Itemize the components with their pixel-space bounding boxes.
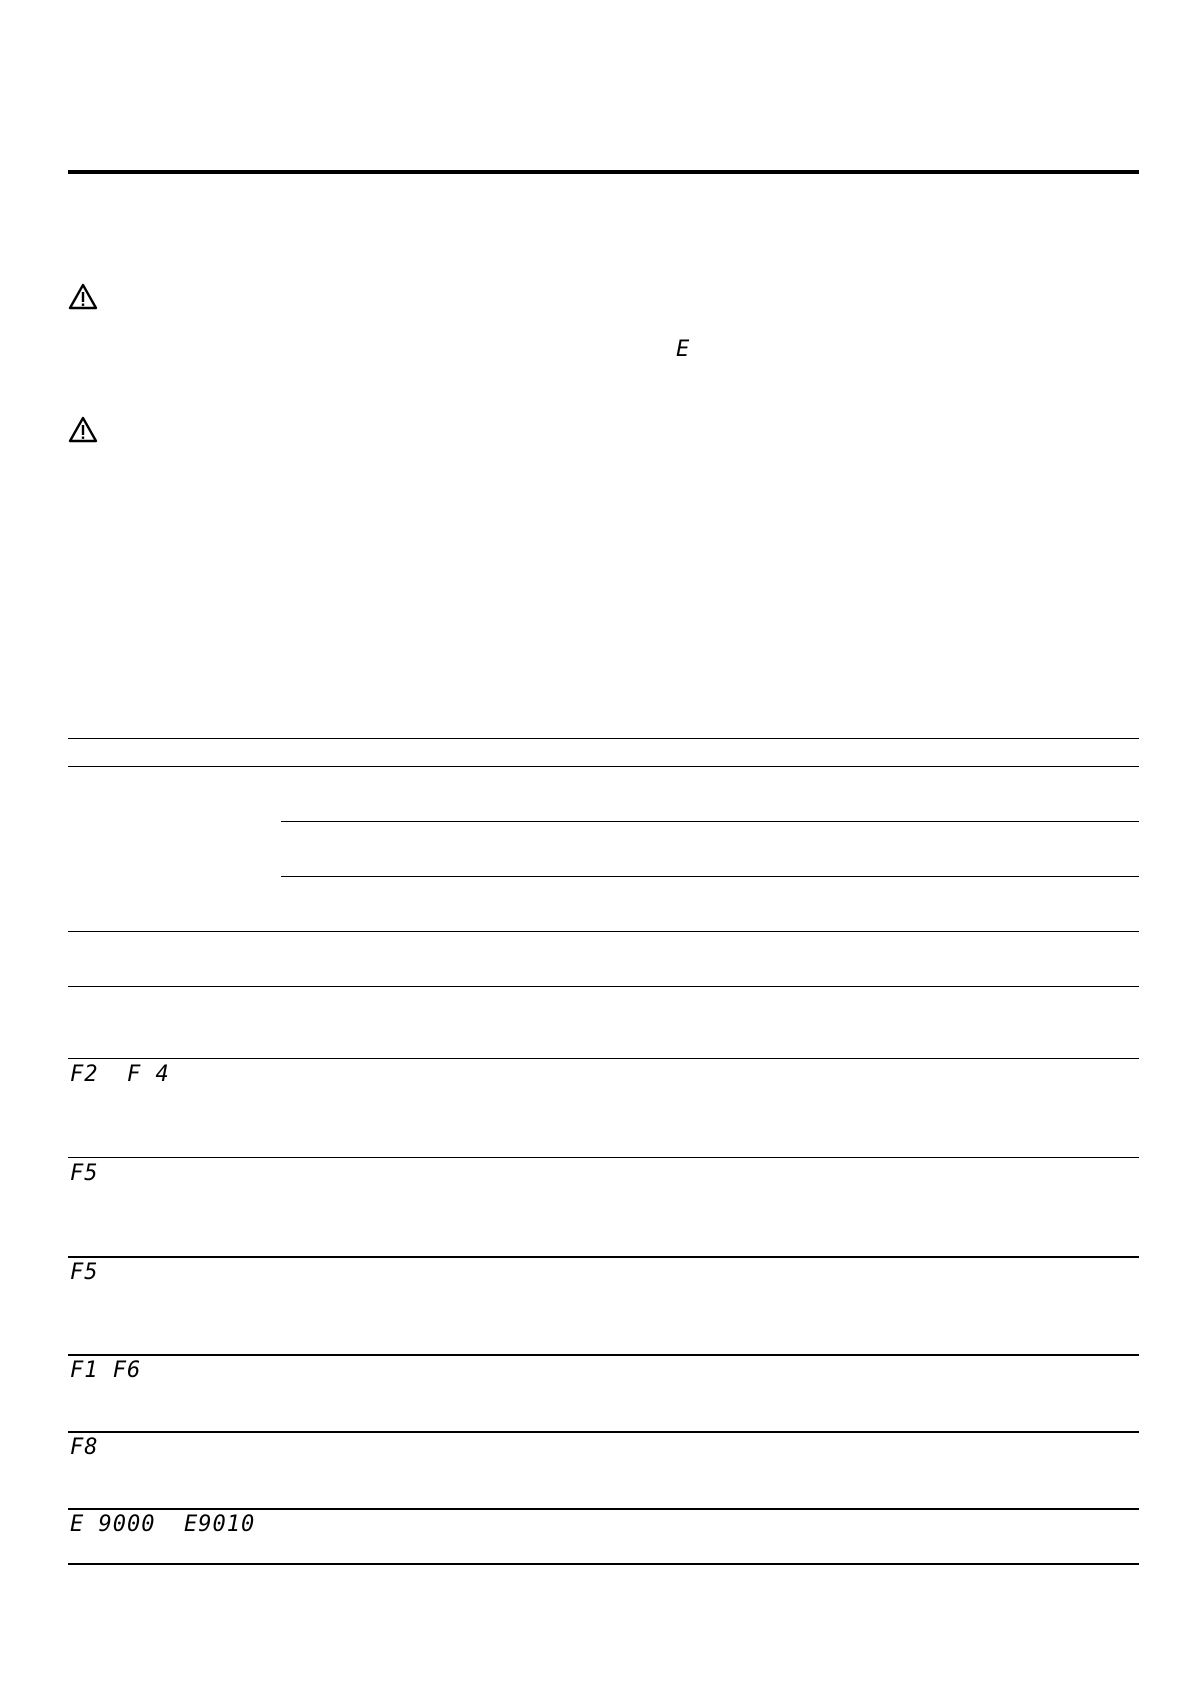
inline-display-code: E <box>676 337 691 362</box>
error-code: F8 <box>70 1435 99 1460</box>
table-row-rule <box>68 1058 1139 1059</box>
error-code: F5 <box>70 1260 99 1285</box>
table-row-rule <box>68 931 1139 932</box>
table-row-rule <box>68 1256 1139 1258</box>
table-row-rule <box>68 1431 1139 1433</box>
error-code: F1 F6 <box>70 1358 142 1383</box>
table-header-top-rule <box>68 738 1139 739</box>
warning-triangle-icon <box>68 416 98 443</box>
error-code: F5 <box>70 1161 99 1186</box>
error-code: E 9000 E9010 <box>70 1512 256 1537</box>
header-rule <box>68 170 1139 174</box>
warning-triangle-icon <box>68 283 98 310</box>
table-sub-rule <box>281 821 1139 822</box>
table-row-rule <box>68 986 1139 987</box>
table-bottom-rule <box>68 1563 1139 1565</box>
error-code: F2 F 4 <box>70 1062 170 1087</box>
table-row-rule <box>68 1508 1139 1510</box>
table-sub-rule <box>281 876 1139 877</box>
table-row-rule <box>68 1354 1139 1356</box>
table-row-rule <box>68 1157 1139 1158</box>
table-header-bottom-rule <box>68 766 1139 767</box>
